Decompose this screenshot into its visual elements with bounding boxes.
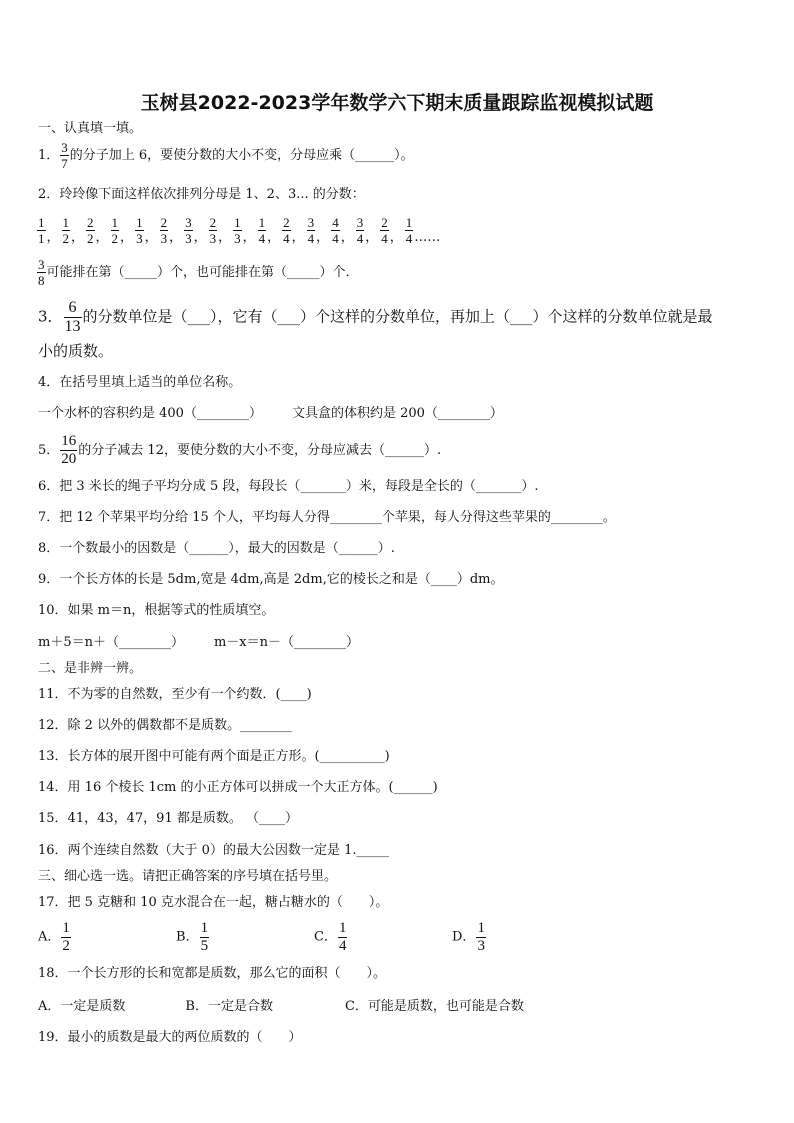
question-10: 10．如果 m＝n，根据等式的性质填空。	[38, 603, 275, 618]
sequence-separator: ，	[340, 230, 354, 245]
sequence-separator: ，	[316, 230, 330, 245]
option-numerator: 1	[338, 920, 347, 936]
page-title: 玉树县2022-2023学年数学六下期末质量跟踪监视模拟试题	[140, 92, 654, 114]
sequence-numerator: 2	[381, 215, 388, 230]
question-3-fraction	[64, 300, 82, 335]
sequence-fraction	[86, 216, 95, 245]
sequence-numerator: 1	[38, 215, 45, 230]
question-12: 12．除 2 以外的偶数都不是质数。________	[38, 718, 293, 733]
sequence-denominator: 1	[38, 231, 45, 246]
sequence-denominator: 3	[209, 231, 217, 246]
sequence-numerator: 2	[160, 215, 168, 230]
sequence-numerator: 1	[234, 215, 241, 230]
sequence-separator: ，	[144, 230, 158, 245]
question-18-options	[38, 999, 524, 1015]
question-3-numerator: 6	[68, 299, 77, 316]
sequence-numerator: 1	[62, 215, 70, 230]
question-8: 8．一个数最小的因数是（______），最大的因数是（______）.	[38, 541, 395, 556]
question-2-line-2	[36, 258, 359, 287]
question-4-line-2	[38, 406, 503, 422]
question-3-text: 的分数单位是（___），它有（___）个这样的分数单位，再加上（___）个这样的分数单位就是最	[82, 307, 713, 326]
sequence-separator: ，	[291, 230, 305, 245]
question-17-options	[38, 921, 512, 954]
option-denominator: 3	[477, 938, 485, 954]
question-2: 2．玲玲像下面这样依次排列分母是 1、2、3... 的分数：	[38, 187, 365, 202]
question-10-part-b: m－x＝n－（________）	[213, 635, 360, 650]
sequence-numerator: 2	[87, 215, 94, 230]
question-2-denominator: 8	[38, 273, 45, 288]
sequence-fraction	[405, 216, 414, 245]
sequence-fraction	[233, 216, 242, 245]
sequence-denominator: 4	[258, 231, 266, 246]
question-10-line-2	[38, 635, 359, 651]
sequence-fraction	[307, 216, 316, 245]
sequence-denominator: 2	[62, 231, 70, 246]
sequence-denominator: 4	[307, 231, 315, 246]
sequence-fraction	[184, 216, 193, 245]
sequence-denominator: 3	[136, 231, 143, 246]
question-5-number: 5．	[38, 443, 60, 458]
sequence-fraction	[282, 216, 291, 245]
sequence-denominator: 3	[185, 231, 192, 246]
question-5-fraction	[60, 434, 77, 467]
question-1-numerator: 3	[61, 140, 68, 155]
option-numerator: 1	[62, 920, 70, 936]
sequence-fraction	[380, 216, 389, 245]
question-17-option-a[interactable]	[38, 921, 176, 954]
sequence-separator: ，	[120, 230, 134, 245]
sequence-fraction	[135, 216, 144, 245]
question-10-part-a: m＋5＝n＋（________）	[38, 635, 184, 650]
sequence-separator: ，	[46, 230, 60, 245]
sequence-separator: ，	[95, 230, 109, 245]
option-label: D．	[452, 929, 476, 945]
option-denominator: 4	[338, 938, 347, 954]
sequence-denominator: 3	[234, 231, 241, 246]
question-1-denominator: 7	[61, 156, 68, 171]
sequence-separator: ，	[169, 230, 183, 245]
sequence-numerator: 3	[185, 215, 192, 230]
sequence-numerator: 4	[332, 215, 339, 230]
question-17-option-b[interactable]	[176, 921, 314, 954]
sequence-fraction	[331, 216, 340, 245]
option-label: B．	[176, 929, 199, 945]
sequence-fraction	[37, 216, 46, 245]
option-fraction	[200, 921, 210, 954]
section-3-heading: 三、细心选一选。请把正确答案的序号填在括号里。	[38, 869, 338, 884]
sequence-separator: ，	[71, 230, 85, 245]
question-17-option-c[interactable]	[314, 921, 452, 954]
sequence-separator: ，	[365, 230, 379, 245]
sequence-fraction	[356, 216, 365, 245]
option-label: A．	[38, 929, 61, 945]
question-3-number: 3．	[38, 307, 63, 326]
question-18-option-b[interactable]: B．一定是合数	[185, 999, 273, 1014]
option-fraction	[476, 921, 486, 954]
question-1-number: 1．	[38, 148, 60, 163]
sequence-separator: ，	[193, 230, 207, 245]
sequence-denominator: 4	[356, 231, 364, 246]
section-2-heading: 二、是非辨一辨。	[38, 661, 143, 676]
sequence-numerator: 1	[258, 215, 266, 230]
question-4-part-b: 文具盒的体积约是 200（________）	[291, 406, 503, 421]
sequence-numerator: 1	[405, 215, 413, 230]
sequence-denominator: 2	[111, 231, 119, 246]
sequence-numerator: 2	[283, 215, 290, 230]
question-2-line-2-text: 可能排在第（_____）个，也可能排在第（_____）个．	[46, 265, 359, 280]
sequence-ellipsis: ……	[414, 230, 441, 245]
question-5-denominator: 20	[61, 451, 77, 467]
question-5-numerator: 16	[61, 433, 77, 449]
sequence-numerator: 1	[136, 215, 143, 230]
sequence-denominator: 4	[283, 231, 290, 246]
sequence-fraction	[62, 216, 71, 245]
sequence-numerator: 2	[209, 215, 217, 230]
question-3-denominator: 13	[64, 318, 81, 335]
question-17-option-d[interactable]	[452, 921, 512, 954]
sequence-denominator: 3	[160, 231, 168, 246]
question-18: 18．一个长方形的长和宽都是质数，那么它的面积（ ）。	[38, 966, 387, 981]
sequence-separator: ，	[389, 230, 403, 245]
question-6: 6．把 3 米长的绳子平均分成 5 段，每段长（_______）米，每段是全长的（_______）.	[38, 479, 539, 494]
sequence-separator: ，	[218, 230, 232, 245]
question-15: 15．41，43，47，91 都是质数。 （____）	[38, 811, 298, 826]
question-3	[38, 300, 713, 335]
option-fraction	[338, 921, 348, 954]
sequence-denominator: 4	[381, 231, 388, 246]
question-17: 17．把 5 克糖和 10 克水混合在一起，糖占糖水的（ ）。	[38, 895, 389, 910]
sequence-denominator: 4	[332, 231, 339, 246]
question-1	[38, 141, 414, 170]
sequence-numerator: 3	[356, 215, 364, 230]
question-9: 9．一个长方体的长是 5dm,宽是 4dm,高是 2dm,它的棱长之和是（____）dm。	[38, 572, 504, 587]
question-5-text: 的分子减去 12，要使分数的大小不变，分母应减去（______）.	[78, 443, 442, 458]
question-11: 11．不为零的自然数，至少有一个约数．(____)	[38, 687, 312, 702]
sequence-fraction	[160, 216, 169, 245]
sequence-numerator: 3	[307, 215, 315, 230]
question-18-option-a[interactable]: A．一定是质数	[38, 999, 126, 1014]
sequence-denominator: 2	[87, 231, 94, 246]
option-label: C．	[314, 929, 337, 945]
option-numerator: 1	[200, 920, 209, 936]
question-19: 19．最小的质数是最大的两位质数的（ ）	[38, 1030, 302, 1045]
question-13: 13．长方体的展开图中可能有两个面是正方形。(__________)	[38, 749, 390, 764]
question-18-option-c[interactable]: C．可能是质数，也可能是合数	[344, 999, 524, 1014]
fraction-sequence	[36, 216, 440, 245]
question-14: 14．用 16 个棱长 1cm 的小正方体可以拼成一个大正方体。(______)	[38, 780, 438, 795]
question-7: 7．把 12 个苹果平均分给 15 个人，平均每人分得________个苹果，每人分得这些苹果的________。	[38, 510, 616, 525]
question-5	[38, 434, 441, 467]
question-3-line-2: 小的质数。	[38, 342, 114, 360]
sequence-separator: ，	[267, 230, 281, 245]
sequence-fraction	[111, 216, 120, 245]
question-4: 4．在括号里填上适当的单位名称。	[38, 375, 242, 390]
option-fraction	[61, 921, 71, 954]
question-4-part-a: 一个水杯的容积约是 400（________）	[38, 406, 262, 421]
section-1-heading: 一、认真填一填。	[38, 121, 143, 136]
question-2-numerator: 3	[38, 257, 45, 272]
sequence-fraction	[209, 216, 218, 245]
sequence-fraction	[258, 216, 267, 245]
option-denominator: 5	[200, 938, 209, 954]
question-1-text: 的分子加上 6，要使分数的大小不变，分母应乘（______）。	[69, 148, 414, 163]
sequence-separator: ，	[242, 230, 256, 245]
sequence-denominator: 4	[405, 231, 413, 246]
question-1-fraction	[60, 141, 69, 170]
option-numerator: 1	[477, 920, 485, 936]
question-16: 16．两个连续自然数（大于 0）的最大公因数一定是 1._____	[38, 843, 389, 858]
option-denominator: 2	[62, 938, 70, 954]
sequence-numerator: 1	[111, 215, 119, 230]
question-2-fraction	[37, 258, 46, 287]
